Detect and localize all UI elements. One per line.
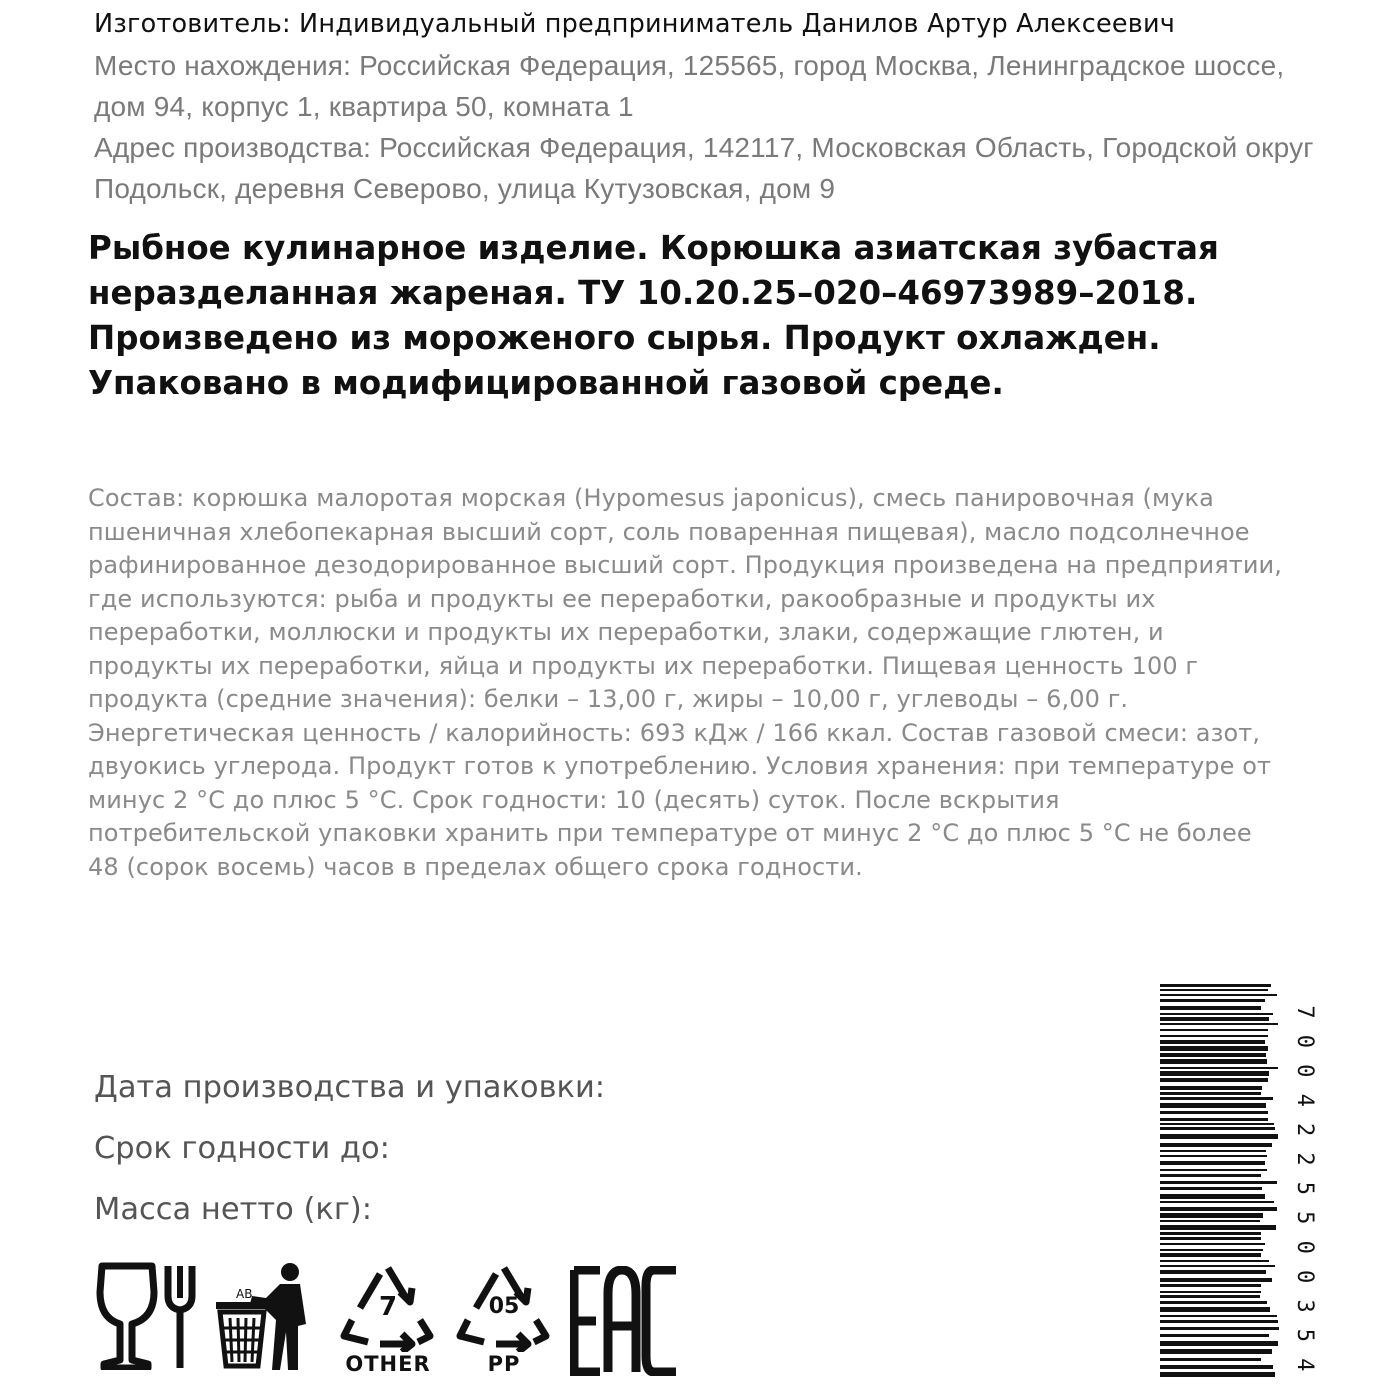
barcode-bar bbox=[1160, 1169, 1267, 1171]
barcode-bar bbox=[1160, 984, 1271, 987]
recycle-other-code: 7 bbox=[378, 1292, 398, 1322]
barcode-bar bbox=[1160, 1243, 1265, 1245]
barcode-bar bbox=[1160, 1372, 1275, 1377]
barcode-bar bbox=[1160, 1249, 1263, 1251]
barcode-bar bbox=[1160, 1134, 1278, 1139]
barcode-bar bbox=[1160, 1327, 1279, 1330]
barcode-digit: 5 bbox=[1292, 1181, 1317, 1196]
barcode-bar bbox=[1160, 1006, 1261, 1010]
barcode-bar bbox=[1160, 1161, 1265, 1165]
barcode bbox=[1158, 982, 1318, 1382]
barcode-bar bbox=[1160, 1035, 1268, 1037]
recycle-pp-code: 05 bbox=[488, 1294, 520, 1319]
barcode-bar bbox=[1160, 1291, 1261, 1293]
barcode-bar bbox=[1160, 1220, 1260, 1222]
svg-text:AB: AB bbox=[236, 1287, 253, 1301]
barcode-digit: 0 bbox=[1292, 1269, 1317, 1284]
barcode-bar bbox=[1160, 1232, 1261, 1235]
barcode-bar bbox=[1160, 1237, 1261, 1240]
barcode-bar bbox=[1160, 1013, 1273, 1015]
expiry-label: Срок годности до: bbox=[94, 1131, 390, 1166]
manufacturer-name: Изготовитель: Индивидуальный предприниматель Данилов Артур Алексеевич bbox=[94, 9, 1176, 39]
barcode-bar bbox=[1160, 1260, 1269, 1262]
barcode-bar bbox=[1160, 1284, 1261, 1287]
barcode-bar bbox=[1160, 1295, 1260, 1298]
barcode-bar bbox=[1160, 1155, 1267, 1157]
manufacturer-info bbox=[94, 4, 1324, 209]
barcode-digit: 2 bbox=[1292, 1122, 1317, 1137]
barcode-bar bbox=[1160, 1365, 1273, 1369]
barcode-digit: 5 bbox=[1292, 1211, 1317, 1225]
barcode-bar bbox=[1160, 1349, 1272, 1354]
barcode-bar bbox=[1160, 1358, 1261, 1361]
barcode-bar bbox=[1160, 1307, 1270, 1312]
barcode-bar bbox=[1160, 1127, 1275, 1130]
net-weight-label: Масса нетто (кг): bbox=[94, 1192, 373, 1227]
barcode-bar bbox=[1160, 1320, 1278, 1323]
barcode-bar bbox=[1160, 1067, 1278, 1069]
barcode-bar bbox=[1160, 1201, 1274, 1203]
production-date-label: Дата производства и упаковки: bbox=[94, 1070, 606, 1105]
barcode-bar bbox=[1160, 1103, 1266, 1108]
barcode-bar bbox=[1160, 994, 1277, 996]
barcode-bar bbox=[1160, 1023, 1278, 1025]
barcode-bar bbox=[1160, 1071, 1269, 1076]
barcode-digit: 4 bbox=[1292, 1093, 1317, 1107]
barcode-bar bbox=[1160, 1150, 1266, 1152]
barcode-bar bbox=[1160, 1040, 1265, 1044]
barcode-bar bbox=[1160, 1265, 1275, 1267]
label-fields bbox=[94, 1057, 794, 1240]
barcode-bar bbox=[1160, 1253, 1261, 1257]
barcode-bar bbox=[1160, 1174, 1261, 1177]
barcode-bar bbox=[1160, 999, 1265, 1002]
barcode-digit: 0 bbox=[1292, 1064, 1317, 1078]
manufacturer-location: Место нахождения: Российская Федерация, 125565, город Москва, Ленинградское шоссе, дом 94, корпус 1, квартира 50, комната 1 bbox=[94, 50, 1285, 122]
barcode-bar bbox=[1160, 1092, 1261, 1095]
barcode-bar bbox=[1160, 1086, 1262, 1090]
recycle-pp-label: PP bbox=[487, 1352, 521, 1376]
glass-fork-icon bbox=[96, 1262, 200, 1370]
barcode-bar bbox=[1160, 1097, 1273, 1100]
barcode-bar bbox=[1160, 1143, 1272, 1147]
barcode-graphic bbox=[1158, 982, 1318, 1382]
barcode-bar bbox=[1160, 1053, 1266, 1057]
composition-text: Состав: корюшка малоротая морская (Hypomesus japonicus), смесь панировочная (мука пшеничная хлебопекарная высший сорт, соль поваренная пищевая), масло подсолнечное рафинированное дезодорированное высший сорт. Продукция произведена на предприятии, где используются: рыба и продукты ее переработки, ракообразные и продукты их переработки, моллюски и продукты их переработки, злаки, содержащие глютен, и продукты их переработки, яйца и продукты их переработки. Пищевая ценность 100 г продукта (средние значения): белки – 13,00 г, жиры – 10,00 г, углеводы – 6,00 г. Энергетическая ценность / калорийность: 693 кДж / 166 ккал. Состав газовой смеси: азот, двуокись углерода. Продукт готов к употреблению. Условия хранения: при температуре от минус 2 °С до плюс 5 °С. Срок годности: 10 (десять) суток. После вскрытия потребительской упаковки хранить при температуре от минус 2 °С до плюс 5 °С не более 48 (сорок восемь) часов в пределах общего срока годности. bbox=[88, 484, 1282, 881]
barcode-bar bbox=[1160, 1334, 1269, 1337]
barcode-digit: 2 bbox=[1292, 1152, 1317, 1166]
barcode-bar bbox=[1160, 1341, 1278, 1346]
barcode-bar bbox=[1160, 1181, 1277, 1184]
barcode-bar bbox=[1160, 1017, 1269, 1021]
barcode-bar bbox=[1160, 1213, 1263, 1218]
barcode-digit: 4 bbox=[1292, 1358, 1317, 1372]
barcode-bar bbox=[1160, 1278, 1272, 1282]
barcode-bar bbox=[1160, 1111, 1268, 1114]
packaging-symbols bbox=[96, 1262, 696, 1382]
barcode-bar bbox=[1160, 1187, 1262, 1190]
barcode-digit: 3 bbox=[1292, 1299, 1317, 1313]
barcode-bar bbox=[1160, 1194, 1265, 1199]
barcode-bar bbox=[1160, 1078, 1268, 1082]
barcode-bar bbox=[1160, 1046, 1268, 1051]
recycle-other-label: OTHER bbox=[345, 1352, 431, 1376]
production-address: Адрес производства: Российская Федерация, 142117, Московская Область, Городской округ Подольск, деревня Северово, улица Кутузовская, дом 9 bbox=[94, 132, 1314, 204]
barcode-bar bbox=[1160, 1207, 1277, 1211]
barcode-bar bbox=[1160, 1029, 1268, 1031]
barcode-bar bbox=[1160, 1301, 1267, 1304]
product-name: Рыбное кулинарное изделие. Корюшка азиатская зубастая неразделанная жареная. ТУ 10.20.25–020–46973989–2018. Произведено из мороженого сырья. Продукт охлажден. Упаковано в модифицированной газовой среде. bbox=[88, 229, 1219, 402]
barcode-bar bbox=[1160, 1123, 1274, 1125]
barcode-bar bbox=[1160, 1225, 1276, 1230]
eac-mark-icon bbox=[570, 1266, 682, 1376]
barcode-digit: 0 bbox=[1292, 1240, 1317, 1254]
barcode-digit: 5 bbox=[1292, 1328, 1317, 1343]
barcode-bar bbox=[1160, 1270, 1266, 1274]
barcode-bar bbox=[1160, 989, 1268, 991]
barcode-bar bbox=[1160, 1059, 1267, 1064]
recycle-other-icon bbox=[340, 1262, 436, 1382]
tidyman-bin-icon bbox=[214, 1262, 318, 1372]
barcode-digit: 0 bbox=[1292, 1034, 1317, 1049]
barcode-digit: 7 bbox=[1292, 1005, 1317, 1019]
recycle-pp-icon bbox=[456, 1262, 552, 1382]
barcode-bar bbox=[1160, 1315, 1277, 1317]
barcode-bar bbox=[1160, 1118, 1268, 1121]
